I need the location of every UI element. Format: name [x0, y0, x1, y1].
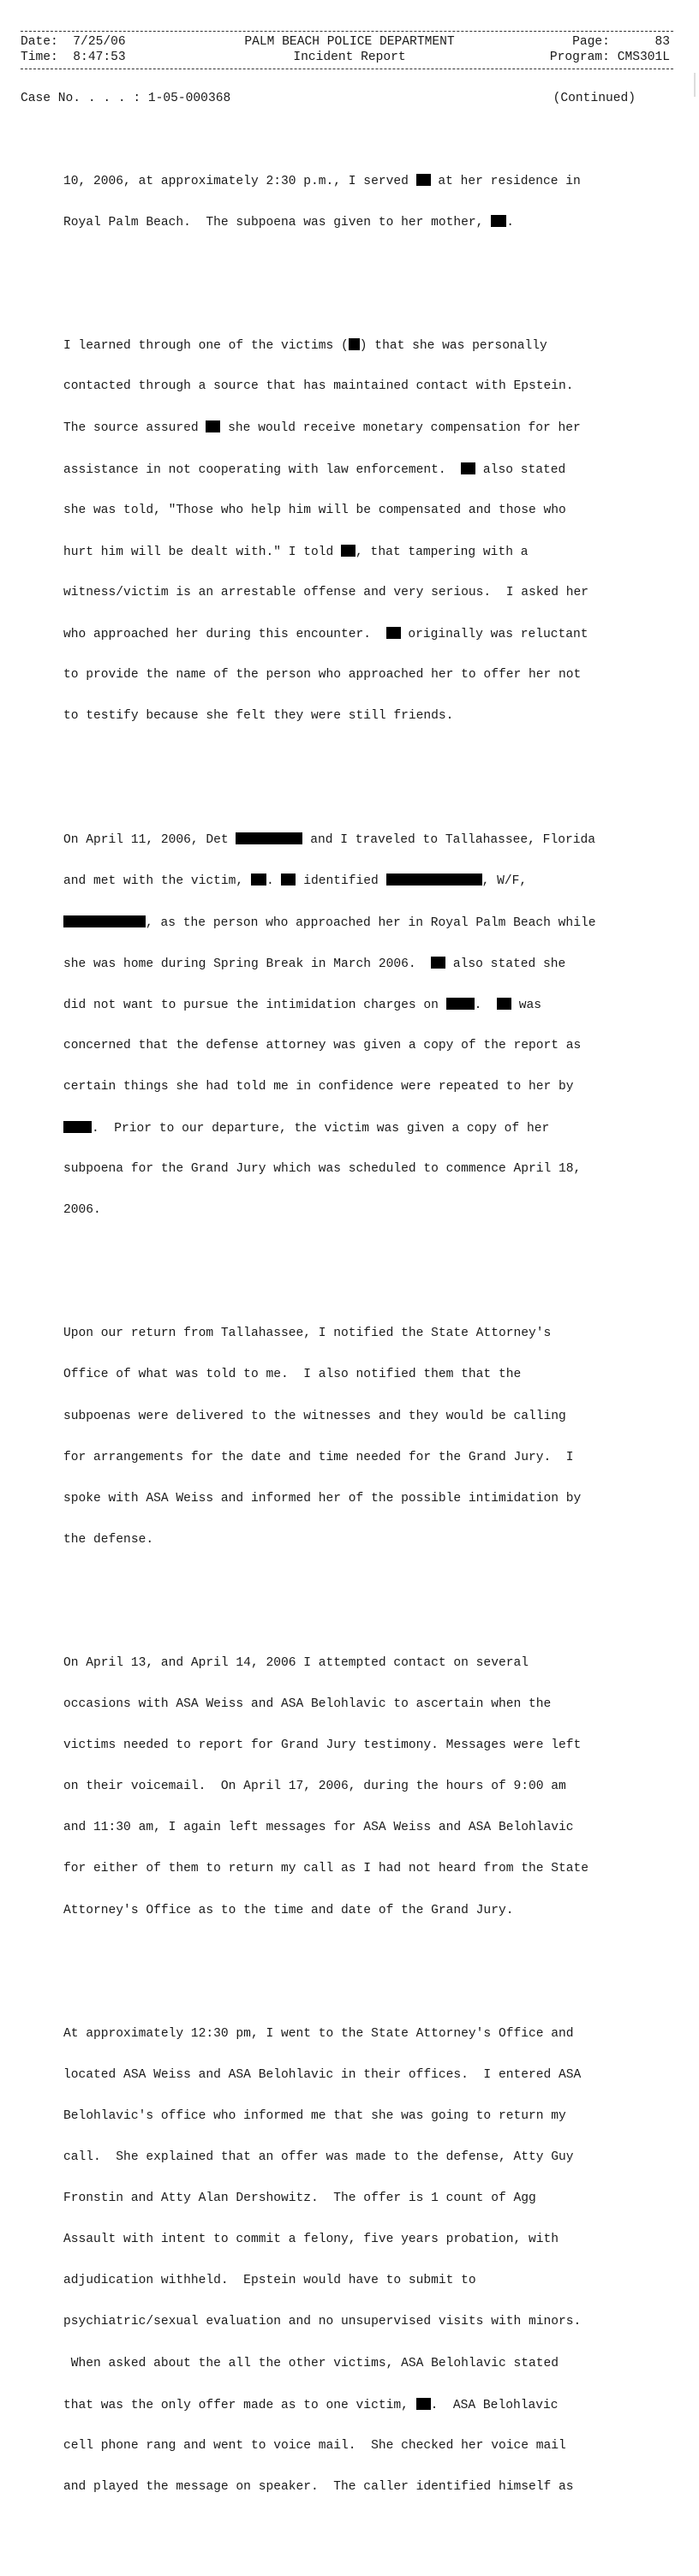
report-time: Time: 8:47:53 [21, 51, 126, 64]
redaction-box [431, 957, 445, 969]
redaction-box [349, 338, 360, 350]
paragraph-5: On April 13, and April 14, 2006 I attempted contact on several occasions with ASA Weiss and ASA Belohlavic to ascertain when the victims needed to report for Grand Jury testimony. Messages were left on their voicemail. On April 17, 2006, during the hours of 9:00 am and 11:30 am, I again left messages for ASA Weiss and ASA Belohlavic for either of them to return my call as I had not heard from the State Attorney's Office as to the time and date of the Grand Jury. [63, 1656, 589, 1917]
redaction-box [386, 874, 482, 886]
redaction-box [386, 627, 401, 639]
paragraph-3: On April 11, 2006, Det and I traveled to Tallahassee, Florida and met with the victim, . identified , W/F, , as the person who approached her in Royal Palm Beach while she was home during Spring Break in March 2006. also stated she did not want to pursue the intimidation charges on . was concerned that the defense attorney was given a copy of the report as certain things she had told me in confidence were repeated to her by . Prior to our departure, the victim was given a copy of her subpoena for the Grand Jury which was scheduled to commence April 18, 2006. [63, 833, 596, 1218]
scan-artifact [694, 73, 696, 97]
redaction-box [491, 215, 506, 227]
header-top-rule [21, 31, 673, 32]
paragraph-6: At approximately 12:30 pm, I went to the State Attorney's Office and located ASA Weiss and ASA Belohlavic in their offices. I entered ASA Belohlavic's office who informed me that she was going to return my call. She explained that an offer was made to the defense, Atty Guy Fronstin and Atty Alan Dershowitz. The offer is 1 count of Agg Assault with intent to commit a felony, five years probation, with adjudication withheld. Epstein would have to submit to psychiatric/sexual evaluation and no unsupervised visits with minors. When asked about the all the other victims, ASA Belohlavic stated that was the only offer made as to one victim, . ASA Belohlavic cell phone rang and went to voice mail. She checked her voice mail and played the message on speaker. The caller identified himself as [63, 2026, 582, 2494]
paragraph-4: Upon our return from Tallahassee, I notified the State Attorney's Office of what was told to me. I also notified them that the subpoenas were delivered to the witnesses and they would be calling for arrangements for the date and time needed for the Grand Jury. I spoke with ASA Weiss and informed her of the possible intimidation by the defense. [63, 1327, 582, 1547]
redaction-box [416, 2398, 431, 2410]
redaction-box [206, 420, 220, 432]
redaction-box [63, 915, 146, 927]
report-type: Incident Report [293, 51, 406, 64]
redaction-box [497, 998, 511, 1010]
continued-label: (Continued) [553, 92, 636, 105]
paragraph-1: 10, 2006, at approximately 2:30 p.m., I served at her residence in Royal Palm Beach. The subpoena was given to her mother, . [63, 175, 581, 230]
redaction-box [63, 1121, 92, 1133]
page-number: Page: 83 [572, 35, 670, 49]
case-number: Case No. . . . : 1-05-000368 [21, 92, 231, 105]
redaction-box [461, 462, 475, 474]
redaction-box [236, 832, 302, 844]
redaction-box [251, 874, 266, 886]
report-date: Date: 7/25/06 [21, 35, 126, 49]
program-code: Program: CMS301L [549, 51, 670, 64]
department-name: PALM BEACH POLICE DEPARTMENT [244, 35, 455, 49]
redaction-box [281, 874, 296, 886]
paragraph-2: I learned through one of the victims ( ) that she was personally contacted through a source that has maintained contact with Epstein. The source assured she would receive monetary compensation for her assistance in not cooperating with law enforcement. also stated she was told, "Those who help him will be compensated and those who hurt him will be dealt with." I told , that tampering with a witness/victim is an arrestable offense and very serious. I asked her who approached her during this encounter. originally was reluctant to provide the name of the person who approached her to offer her not to testify because she felt they were still friends. [63, 339, 589, 724]
redaction-box [341, 545, 355, 557]
report-body [63, 105, 654, 2576]
redaction-box [416, 174, 431, 186]
redaction-box [446, 998, 475, 1010]
